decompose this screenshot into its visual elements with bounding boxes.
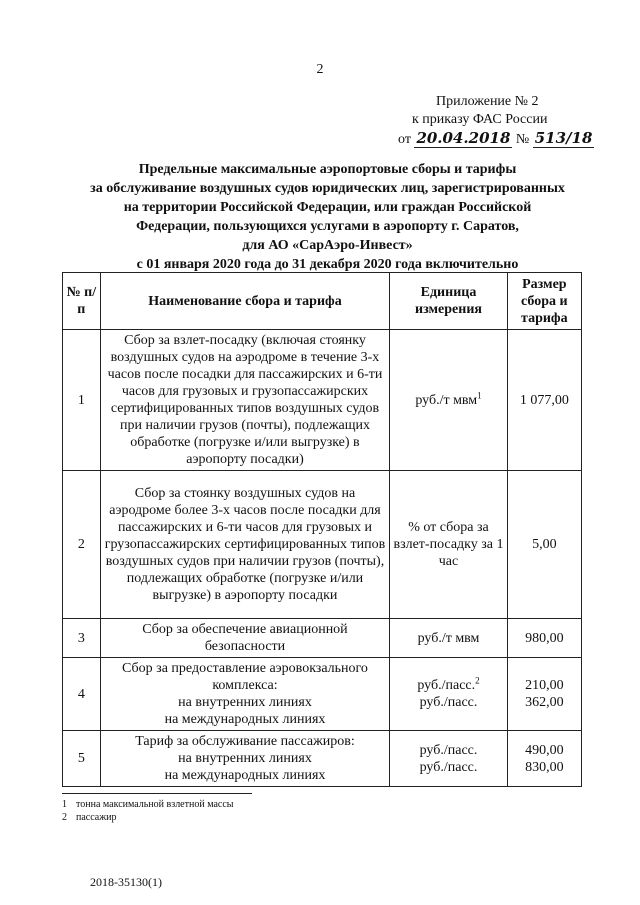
row-rate: 1 077,00 [507,330,581,471]
table-header-row [63,273,582,330]
row-name [100,731,390,787]
row-unit [390,658,507,731]
unit-international: руб./пасс. [419,695,478,710]
header-rate: Размер сбора и тарифа [507,273,581,330]
unit-domestic: руб./пасс. [419,742,478,758]
row-sub-international: на международных линиях [164,768,326,783]
title-line: для АО «СарАэро-Инвест» [242,238,413,253]
title-line: Предельные максимальные аэропортовые сборы и тарифы [138,162,517,177]
row-num: 2 [63,471,101,619]
row-unit: % от сбора за взлет-посадку за 1 час [390,471,507,619]
header-name: Наименование сбора и тарифа [100,273,390,330]
unit-text: руб./т мвм [415,392,478,408]
row-sub-domestic: на внутренних линиях [178,695,312,710]
title-line: с 01 января 2020 года до 31 декабря 2020 года включительно [136,257,519,272]
footnote-divider [62,793,252,794]
table-row [63,619,582,658]
rate-domestic: 490,00 [525,742,564,758]
date-prefix: от [398,132,411,147]
table-row [63,330,582,471]
row-unit [390,330,507,471]
header-unit: Единица измерения [390,273,507,330]
row-name [100,658,390,731]
footnote-text: пассажир [76,812,117,823]
footnote-text: тонна максимальной взлетной массы [76,799,234,810]
row-name-main: Сбор за предоставление аэровокзального комплекса: [122,661,368,693]
document-code: 2018-35130(1) [90,875,162,889]
row-rate: 5,00 [507,471,581,619]
row-num: 5 [63,731,101,787]
table-row [63,658,582,731]
rate-international: 362,00 [525,695,564,710]
row-rate [507,731,581,787]
row-rate [507,658,581,731]
rate-international: 830,00 [525,759,564,775]
footnotes [62,793,252,824]
row-name-main: Тариф за обслуживание пассажиров: [135,734,355,749]
title-line: за обслуживание воздушных судов юридических лиц, зарегистрированных [90,181,565,196]
footnote-item [62,811,252,824]
appendix-order: к приказу ФАС России [412,112,548,127]
footnote-number: 2 [62,812,67,823]
row-num: 3 [63,619,101,658]
appendix-header [398,93,594,149]
row-sub-domestic: на внутренних линиях [178,751,312,766]
row-sub-international: на международных линиях [164,712,326,727]
title-line: Федерации, пользующихся услугами в аэропорту г. Саратов, [136,219,519,234]
table-row [63,471,582,619]
order-number: 513/18 [534,129,593,147]
page-number: 2 [316,62,324,77]
appendix-title: Приложение № 2 [436,94,539,109]
header-num: № п/п [63,273,101,330]
footnote-ref: 2 [475,675,480,686]
row-name: Сбор за стоянку воздушных судов на аэродроме более 3-х часов после посадки для пассажирских и 6-ти часов для грузовых и грузопассажирских сертифицированных типов воздушных судов при наличии грузов (почты), подлежащих обработке (погрузке и/или выгрузке) в аэропорту посадки [100,471,390,619]
row-num: 1 [63,330,101,471]
rate-domestic: 210,00 [525,678,564,693]
footnote-number: 1 [62,799,67,810]
title-line: на территории Российской Федерации, или граждан Российской [123,200,532,215]
row-unit: руб./т мвм [390,619,507,658]
tariffs-table [62,272,582,787]
row-num: 4 [63,658,101,731]
row-rate: 980,00 [507,619,581,658]
order-date: 20.04.2018 [416,129,511,147]
row-name: Сбор за обеспечение авиационной безопасности [100,619,390,658]
unit-international: руб./пасс. [419,759,478,775]
row-name: Сбор за взлет-посадку (включая стоянку воздушных судов на аэродроме в течение 3-х часов после посадки для пассажирских и 6-ти часов для грузовых и грузопассажирских сертифицированных типов воздушных судов при наличии грузов (почты), подлежащих обработке (погрузке и/или выгрузке) в аэропорту посадки) [100,330,390,471]
row-unit [390,731,507,787]
unit-domestic: руб./пасс. [417,678,476,693]
appendix-date-line [398,129,594,149]
table-row [63,731,582,787]
footnote-item [62,798,252,811]
document-title [70,160,585,274]
number-prefix: № [515,132,530,147]
footnote-ref: 1 [477,389,482,400]
